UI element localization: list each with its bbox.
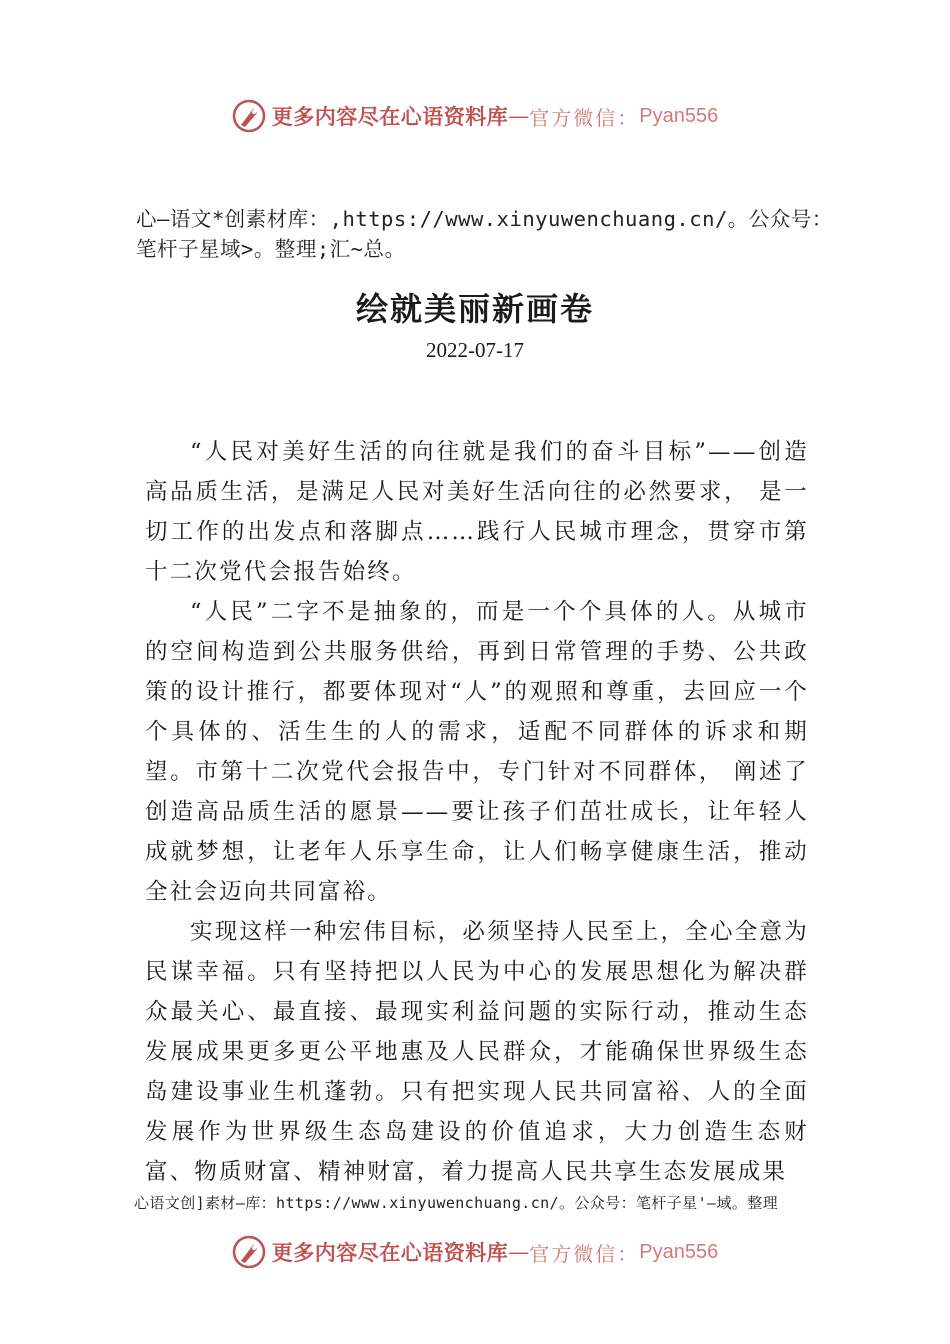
header-banner	[0, 96, 950, 136]
source-note: 心—语文*创素材库：,https://www.xinyuwenchuang.cn/。公众号：笔杆子星域>。整理;汇~总。	[136, 207, 833, 261]
footer-note: 心语文创]素材—库：https://www.xinyuwenchuang.cn/。公众号：笔杆子星'—域。整理	[134, 1194, 779, 1212]
banner-brand-text: 更多内容尽在心语资料库	[271, 104, 509, 129]
pen-nib-logo-icon	[232, 1235, 266, 1269]
article-title: 绘就美丽新画卷	[355, 290, 594, 328]
paragraph: 实现这样一种宏伟目标，必须坚持人民至上，全心全意为民谋幸福。只有坚持把以人民为中心的发展思想化为解决群众最关心、最直接、最现实利益问题的实际行动，推动生态发展成果更多更公平地惠及人民群众，才能确保世界级生态岛建设事业生机蓬勃。只有把实现人民共同富裕、人的全面发展作为世界级生态岛建设的价值追求，大力创造生态财富、物质财富、精神财富，着力提高人民共享生态发展成果	[145, 919, 809, 1185]
footer-banner	[0, 1232, 950, 1272]
paragraph: “人民对美好生活的向往就是我们的奋斗目标”——创造高品质生活，是满足人民对美好生活向往的必然要求， 是一切工作的出发点和落脚点……践行人民城市理念，贯穿市第十二次党代会报告始终。	[145, 439, 809, 585]
article-body	[145, 432, 809, 1192]
banner-wechat-label: 官方微信：	[529, 105, 640, 130]
banner-separator: —	[508, 104, 530, 128]
paragraph: “人民”二字不是抽象的，而是一个个具体的人。从城市的空间构造到公共服务供给，再到日常管理的手势、公共政策的设计推行，都要体现对“人”的观照和尊重，去回应一个个具体的、活生生的人的需求，适配不同群体的诉求和期望。市第十二次党代会报告中，专门针对不同群体， 阐述了创造高品质生活的愿景——要让孩子们茁壮成长，让年轻人成就梦想，让老年人乐享生命，让人们畅享健康生活，推动全社会迈向共同富裕。	[145, 599, 809, 905]
pen-nib-logo-icon	[232, 99, 266, 133]
article-date: 2022-07-17	[426, 338, 524, 362]
banner-wechat-label: 官方微信：	[529, 1241, 640, 1266]
banner-wechat-handle: Pyan556	[639, 1240, 719, 1263]
banner-separator: —	[508, 1240, 530, 1264]
banner-wechat-handle: Pyan556	[639, 104, 719, 127]
banner-brand-text: 更多内容尽在心语资料库	[271, 1240, 509, 1265]
